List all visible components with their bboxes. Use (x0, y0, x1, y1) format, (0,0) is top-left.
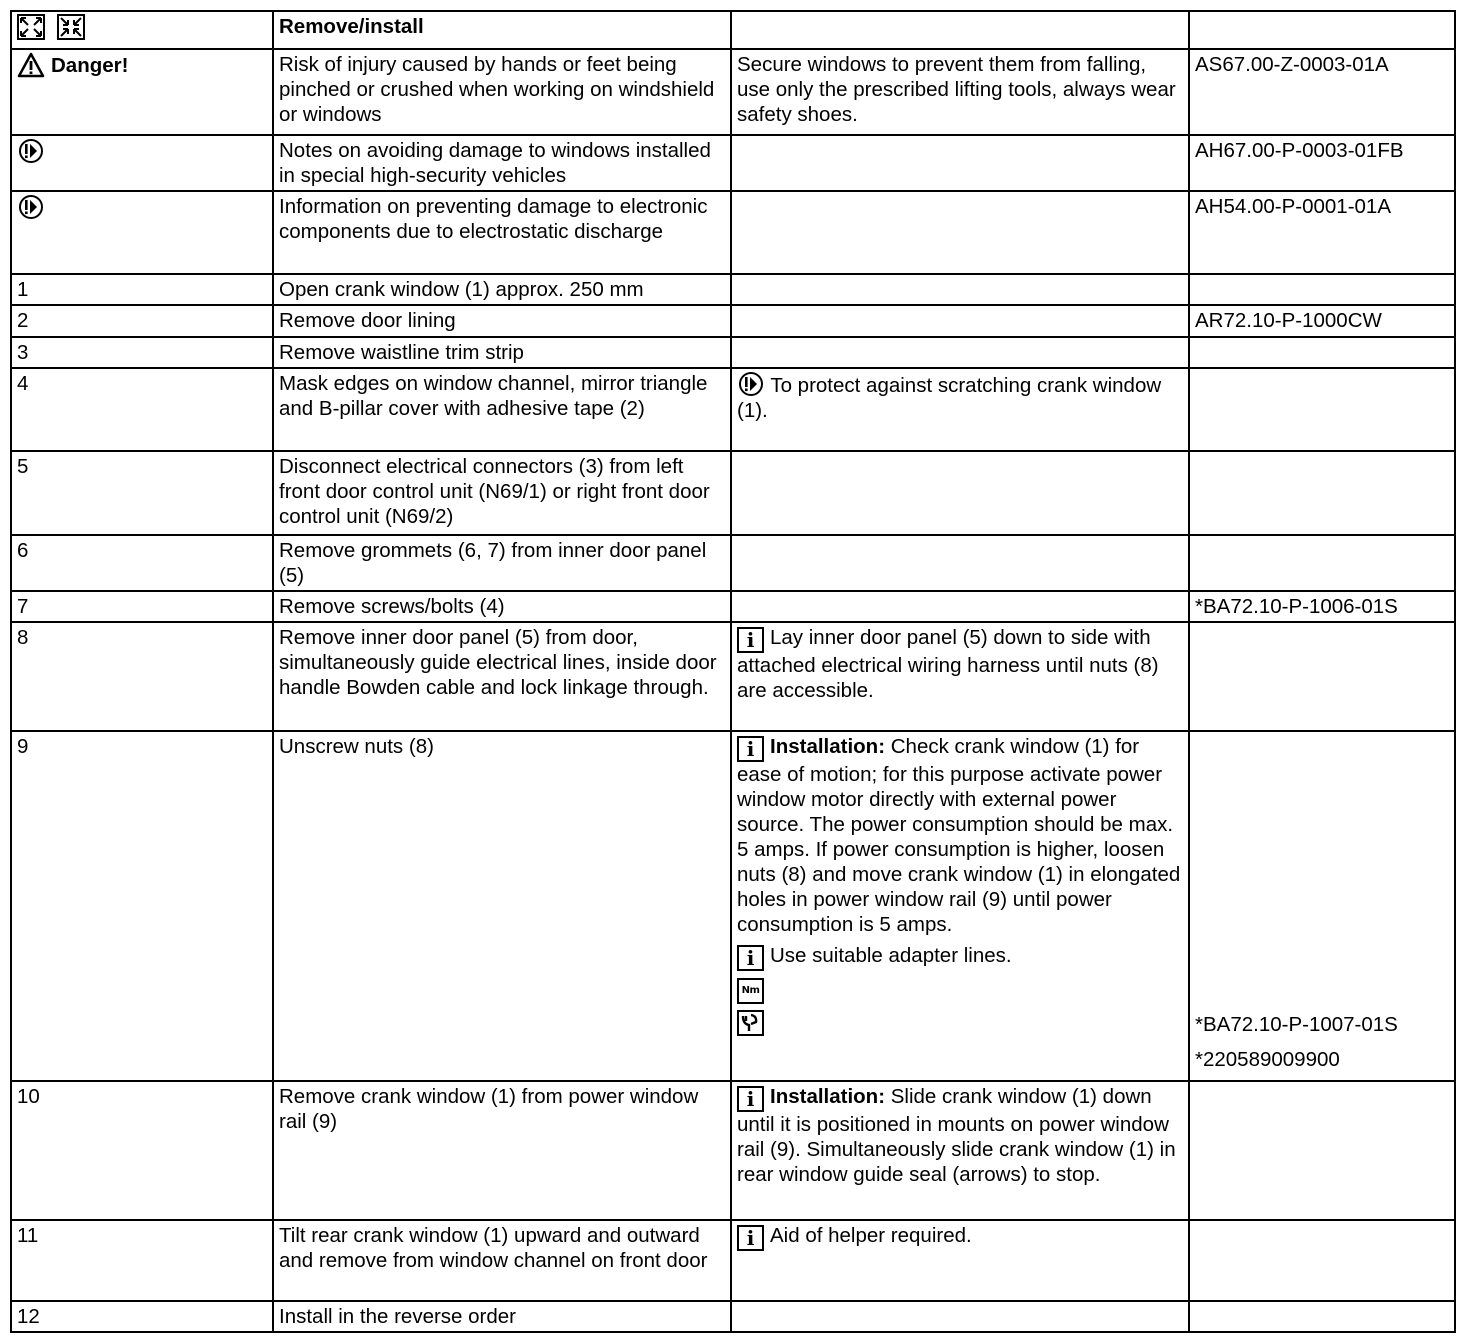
step-note (731, 591, 1189, 622)
step-ref-link[interactable] (1189, 337, 1455, 368)
notice-icon-cell (11, 135, 273, 191)
notice-icon-cell (11, 191, 273, 274)
step-row (11, 1081, 1455, 1220)
step-row (11, 1220, 1455, 1301)
special-tool-icon (737, 1010, 764, 1036)
step-ref-link[interactable]: AR72.10-P-1000CW (1189, 305, 1455, 337)
step-number: 11 (11, 1220, 273, 1301)
step-number: 8 (11, 622, 273, 731)
step-text: Mask edges on window channel, mirror triangle and B-pillar cover with adhesive tape (2) (273, 368, 731, 451)
step-number: 5 (11, 451, 273, 535)
step-note (731, 731, 1189, 1081)
torque-icon: Nm (737, 978, 764, 1004)
warning-triangle-icon (17, 52, 45, 78)
notice-row (11, 135, 1455, 191)
notice-circle-icon (17, 138, 45, 164)
danger-label-wrap (17, 52, 128, 78)
step-number: 4 (11, 368, 273, 451)
step-ref-link[interactable] (1189, 622, 1455, 731)
step-ref-link[interactable]: *BA72.10-P-1006-01S (1189, 591, 1455, 622)
notice-row (11, 191, 1455, 274)
step-ref-link[interactable] (1189, 535, 1455, 591)
install-note (737, 734, 1183, 937)
step-number: 2 (11, 305, 273, 337)
notice-circle-icon (737, 371, 765, 397)
step-note-text: Check crank window (1) for ease of motion; for this purpose activate power window motor directly with external power source. The power consumption should be max. 5 amps. If power consumption is higher, loosen nuts (8) and move crank window (1) in elongated holes in power window rail (9) until power consumption is 5 amps. (737, 735, 1181, 936)
procedure-table (10, 10, 1456, 1333)
step-number: 6 (11, 535, 273, 591)
notice-text: Information on preventing damage to electronic components due to electrostatic discharge (273, 191, 731, 274)
notice-note-empty (731, 135, 1189, 191)
step-text: Unscrew nuts (8) (273, 731, 731, 1081)
tool-ref-link[interactable]: *220589009900 (1195, 1048, 1340, 1071)
step-row (11, 451, 1455, 535)
tool-line (737, 1010, 1183, 1037)
step-ref-link[interactable] (1189, 1220, 1455, 1301)
step-note (731, 337, 1189, 368)
collapse-all-icon[interactable] (57, 14, 85, 46)
step-note (731, 274, 1189, 305)
adapter-note (737, 943, 1183, 971)
step-text: Disconnect electrical connectors (3) from left front door control unit (N69/1) or right front door control unit (N69/2) (273, 451, 731, 535)
danger-ref-link[interactable]: AS67.00-Z-0003-01A (1189, 49, 1455, 135)
step-note (731, 305, 1189, 337)
danger-note: Secure windows to prevent them from falling, use only the prescribed lifting tools, always wear safety shoes. (731, 49, 1189, 135)
step-note (731, 1301, 1189, 1332)
header-title (273, 11, 731, 49)
expand-all-icon[interactable] (17, 14, 45, 46)
step-note (731, 535, 1189, 591)
info-icon: i (737, 1225, 764, 1251)
step-row (11, 622, 1455, 731)
step-number: 1 (11, 274, 273, 305)
step-row (11, 368, 1455, 451)
danger-label: Danger! (51, 53, 129, 77)
info-icon: i (737, 945, 764, 971)
step-ref-link[interactable] (1189, 451, 1455, 535)
step-note (731, 368, 1189, 451)
step-ref-link[interactable] (1189, 1301, 1455, 1332)
info-icon: i (737, 1086, 764, 1112)
step-note (731, 1081, 1189, 1220)
step-text: Remove crank window (1) from power window rail (9) (273, 1081, 731, 1220)
step-text: Remove door lining (273, 305, 731, 337)
step-row (11, 591, 1455, 622)
step-note (731, 1220, 1189, 1301)
step-note-text: Lay inner door panel (5) down to side with attached electrical wiring harness until nuts (8) are accessible. (737, 626, 1159, 702)
notice-circle-icon (17, 194, 45, 220)
page-title: Remove/install (279, 15, 424, 38)
danger-text: Risk of injury caused by hands or feet being pinched or crushed when working on windshield or windows (273, 49, 731, 135)
step-text: Tilt rear crank window (1) upward and outward and remove from window channel on front door (273, 1220, 731, 1301)
step-row (11, 731, 1455, 1081)
step-note (731, 622, 1189, 731)
step-text: Remove grommets (6, 7) from inner door panel (5) (273, 535, 731, 591)
step-row (11, 1301, 1455, 1332)
step-ref-link[interactable] (1189, 368, 1455, 451)
install-label: Installation: (770, 735, 886, 758)
step-note-text: To protect against scratching crank window (1). (737, 374, 1162, 422)
step-number: 12 (11, 1301, 273, 1332)
danger-cell (11, 49, 273, 135)
torque-line (737, 977, 1183, 1004)
notice-text: Notes on avoiding damage to windows installed in special high-security vehicles (273, 135, 731, 191)
step-text: Remove inner door panel (5) from door, simultaneously guide electrical lines, inside door handle Bowden cable and lock linkage through. (273, 622, 731, 731)
step-text: Open crank window (1) approx. 250 mm (273, 274, 731, 305)
header-icon-cell (11, 11, 273, 49)
step-text: Install in the reverse order (273, 1301, 731, 1332)
notice-note-empty (731, 191, 1189, 274)
header-empty-cell (1189, 11, 1455, 49)
info-icon: i (737, 736, 764, 762)
step-text: Remove screws/bolts (4) (273, 591, 731, 622)
step-ref-link[interactable] (1189, 274, 1455, 305)
header-empty-cell (731, 11, 1189, 49)
step-number: 3 (11, 337, 273, 368)
step-note-text: Aid of helper required. (770, 1224, 972, 1247)
notice-ref-link[interactable]: AH67.00-P-0003-01FB (1189, 135, 1455, 191)
step-note (731, 451, 1189, 535)
step-note2-text: Use suitable adapter lines. (770, 944, 1012, 967)
step-row (11, 305, 1455, 337)
notice-ref-link[interactable]: AH54.00-P-0001-01A (1189, 191, 1455, 274)
torque-ref-link[interactable]: *BA72.10-P-1007-01S (1195, 1013, 1398, 1036)
danger-row (11, 49, 1455, 135)
step-note-text: Slide crank window (1) down until it is positioned in mounts on power window rail (9). Simultaneously slide crank window (1) in rear window guide seal (arrows) to stop. (737, 1085, 1176, 1186)
step-number: 7 (11, 591, 273, 622)
install-label: Installation: (770, 1085, 886, 1108)
step-text: Remove waistline trim strip (273, 337, 731, 368)
info-icon: i (737, 627, 764, 653)
step-row (11, 274, 1455, 305)
step-ref-link[interactable] (1189, 1081, 1455, 1220)
step-row (11, 337, 1455, 368)
step-number: 9 (11, 731, 273, 1081)
step-row (11, 535, 1455, 591)
header-row (11, 11, 1455, 49)
step-ref-cell (1189, 731, 1455, 1081)
step-number: 10 (11, 1081, 273, 1220)
